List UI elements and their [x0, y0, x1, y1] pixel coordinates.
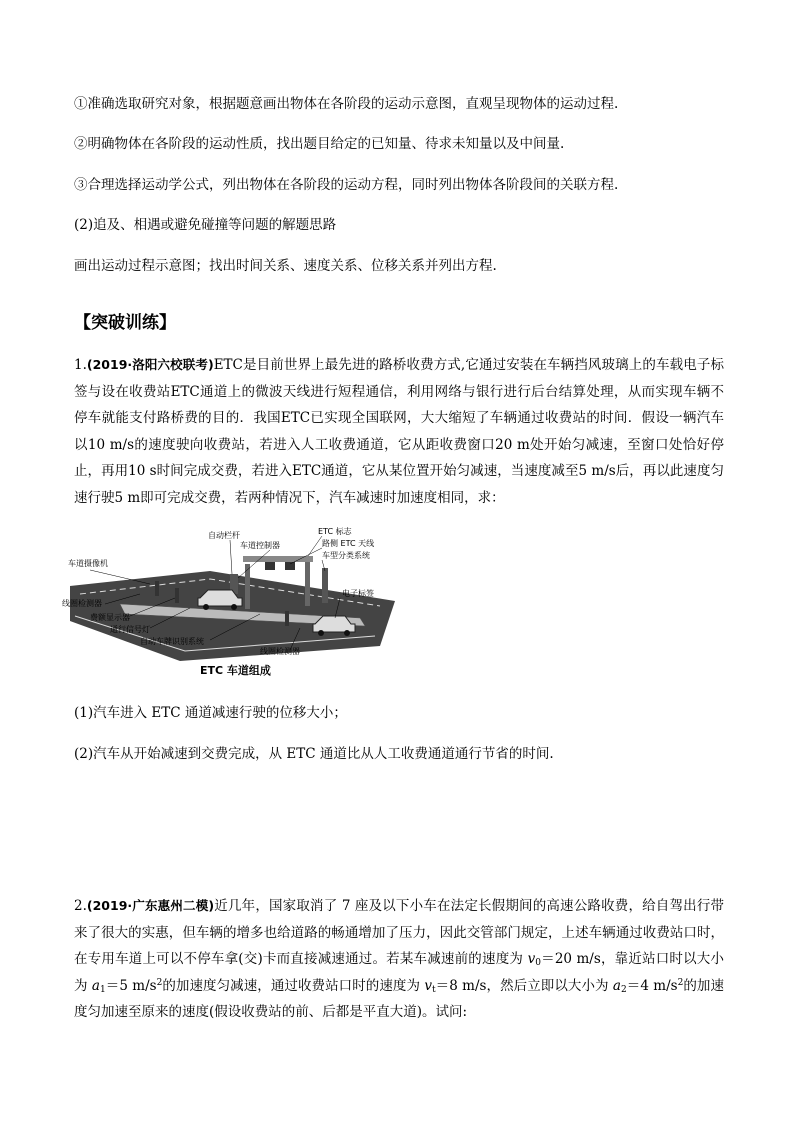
chase-meet-method-text: 画出运动过程示意图；找出时间关系、速度关系、位移关系并列出方程.	[74, 258, 497, 274]
label-vehicle-classifier: 车型分类系统	[322, 551, 370, 560]
signal-post	[285, 611, 289, 626]
symbol-a2-sub: 2	[620, 984, 627, 995]
section-heading: 【突破训练】	[74, 313, 176, 333]
question-1-source: (2019·洛阳六校联考)	[86, 357, 214, 372]
label-traffic-light: 通行信号灯	[110, 625, 150, 634]
gantry-beam	[243, 556, 313, 562]
display-post	[175, 588, 179, 603]
symbol-a1-sub: 1	[99, 984, 106, 995]
subheading-chase-meet: (2)追及、相遇或避免碰撞等问题的解题思路	[74, 217, 337, 233]
value-a2-sup: 2	[677, 977, 684, 988]
figure-caption: ETC 车道组成	[200, 664, 271, 677]
value-v0: ＝20 m/s，靠近站口时以大小为	[74, 951, 724, 994]
label-roadside-antenna: 路侧 ETC 天线	[322, 539, 375, 548]
question-1	[74, 352, 724, 511]
car-wheel-icon	[203, 604, 209, 610]
question-1-part-2: (2)汽车从开始减速到交费完成，从 ETC 通道比从人工收费通道通行节省的时间.	[74, 746, 554, 762]
value-a2: ＝4 m/s	[626, 977, 678, 994]
label-auto-gate: 自动栏杆	[208, 531, 240, 540]
label-coil-detector-2: 线圈检测器	[260, 647, 300, 656]
antenna-icon-2	[285, 562, 295, 570]
question-2-number: 2.	[74, 898, 87, 914]
symbol-a2: a	[612, 977, 621, 994]
value-a1-sup: 2	[156, 977, 163, 988]
symbol-a1: a	[91, 977, 100, 994]
gantry-pole-right	[305, 556, 310, 606]
label-lane-camera: 车道摄像机	[68, 559, 108, 568]
question-1-part-1: (1)汽车进入 ETC 通道减速行驶的位移大小；	[74, 705, 347, 721]
question-2-source: (2019·广东惠州二模)	[86, 898, 215, 913]
label-coil-detector: 线圈检测器	[62, 599, 102, 608]
camera-post	[155, 581, 159, 596]
value-a1: ＝5 m/s	[105, 977, 157, 994]
label-plate-recognition: 自动车牌识别系统	[140, 637, 204, 646]
symbol-vt-sub: t	[432, 984, 436, 995]
question-2-text-3: 的加速度匀加速至原来的速度(假设收费站的前、后都是平直大道)。试问:	[74, 977, 724, 1020]
step-3-text: ③合理选择运动学公式，列出物体在各阶段的运动方程，同时列出物体各阶段间的关联方程.	[74, 177, 619, 193]
symbol-vt: v	[424, 977, 432, 994]
car-wheel-icon-2	[231, 604, 237, 610]
symbol-v0: v	[527, 951, 536, 967]
value-vt: ＝8 m/s，然后立即以大小为	[435, 977, 613, 994]
label-electronic-tag: 电子标签	[342, 589, 374, 598]
label-lane-controller: 车道控制器	[240, 541, 280, 550]
label-fee-display: 费额显示器	[90, 613, 130, 622]
question-1-number: 1.	[74, 357, 87, 373]
symbol-v0-sub: 0	[535, 958, 541, 968]
car-wheel-icon-4	[344, 630, 350, 636]
classifier-pole	[322, 568, 328, 603]
car-wheel-icon-3	[318, 630, 324, 636]
question-2	[74, 893, 724, 1026]
question-2-text-1: 近几年，国家取消了 7 座及以下小车在法定长假期间的高速公路收费，给自驾出行带来了很大的实惠，但车辆的增多也给道路的畅通增加了压力，因此交管部门规定，上述车辆通过收费站口时，在专用车道上可以不停车拿(交)卡而直接减速通过。若某车减速前的速度为	[74, 898, 725, 967]
step-2-text: ②明确物体在各阶段的运动性质，找出题目给定的已知量、待求未知量以及中间量.	[74, 136, 565, 152]
step-1-text: ①准确选取研究对象，根据题意画出物体在各阶段的运动示意图，直观呈现物体的运动过程.	[74, 96, 619, 112]
question-1-text: ETC是目前世界上最先进的路桥收费方式,它通过安装在车辆挡风玻璃上的车载电子标签与设在收费站ETC通道上的微波天线进行短程通信，利用网络与银行进行后台结算处理，从而实现车辆不停车就能支付路桥费的目的．我国ETC已实现全国联网，大大缩短了车辆通过收费站的时间．假设一辆汽车以10 m/s的速度驶向收费站，若进入人工收费通道，它从距收费窗口20 m处开始匀减速，至窗口处恰好停止，再用10 s时间完成交费，若进入ETC通道，它从某位置开始匀减速，当速度减至5 m/s后，再以此速度匀速行驶5 m即可完成交费，若两种情况下，汽车减速时加速度相同，求：	[74, 357, 724, 506]
label-etc-sign: ETC 标志	[318, 527, 352, 536]
question-2-text-2: 的加速度匀减速，通过收费站口时的速度为	[162, 977, 425, 994]
antenna-icon	[265, 562, 275, 570]
gantry-pole-left	[245, 564, 250, 609]
